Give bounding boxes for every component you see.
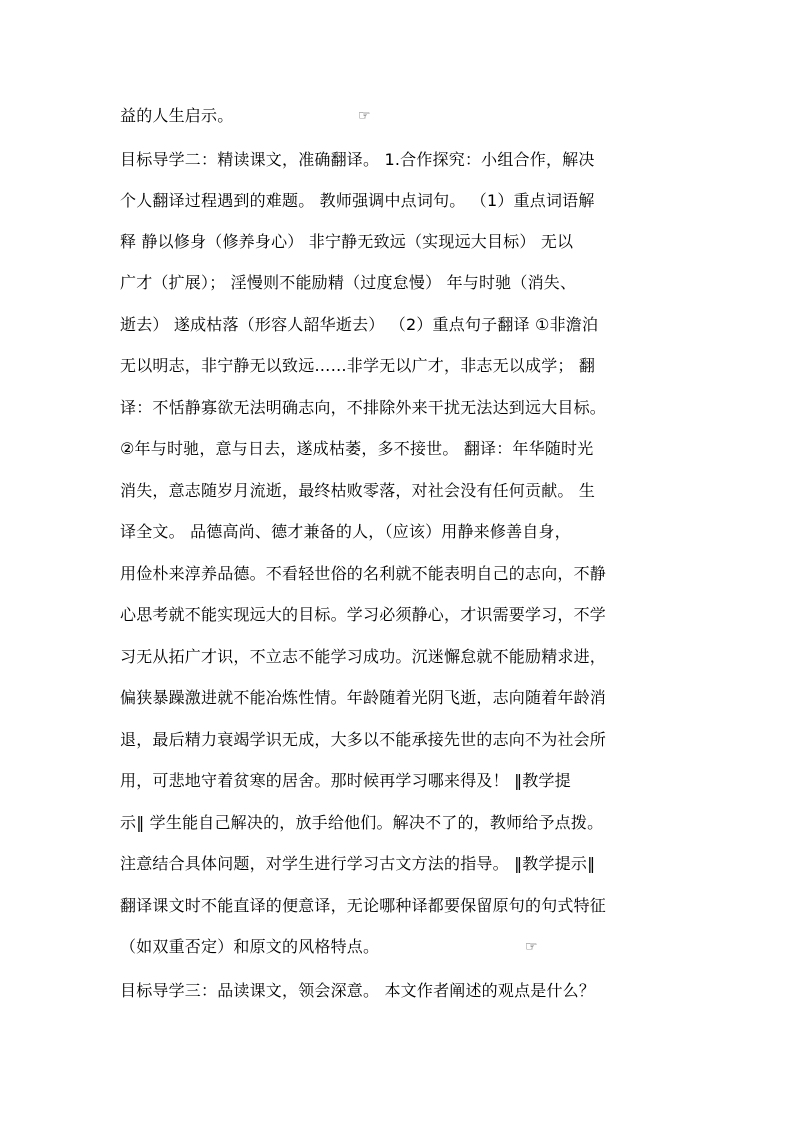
text-line: 目标导学二：精读课文，准确翻译。 1.合作探究：小组合作，解决: [120, 150, 595, 169]
text-line: 翻译课文时不能直译的便意译，无论哪种译都要保留原句的句式特征: [120, 896, 607, 915]
text-line: 个人翻译过程遇到的难题。 教师强调中点词句。 （1）重点词语解: [120, 191, 595, 210]
text-line: 益的人生启示。: [120, 106, 234, 125]
text-line: ②年与时驰，意与日去，遂成枯萎，多不接世。 翻译：年华随时光: [120, 439, 594, 458]
text-line: 译：不恬静寡欲无法明确志向，不排除外来干扰无法达到远大目标。: [120, 398, 607, 417]
text-line: 用，可悲地守着贫寒的居舍。那时候再学习哪来得及！ ‖教学提: [120, 771, 571, 790]
text-line: 译全文。 品德高尚、德才兼备的人，（应该）用静来修善自身，: [120, 522, 571, 541]
text-line: 目标导学三：品读课文，领会深意。 本文作者阐述的观点是什么？: [120, 981, 596, 1000]
text-line: 消失，意志随岁月流逝，最终枯败零落，对社会没有任何贡献。 生: [120, 481, 596, 500]
pointing-hand-icon: ☞: [525, 939, 538, 955]
text-line: 逝去） 遂成枯落（形容人韶华逝去） （2）重点句子翻译 ①非澹泊: [120, 315, 599, 334]
text-line: 无以明志，非宁静无以致远……非学无以广才，非志无以成学； 翻: [120, 356, 596, 375]
text-line: 用俭朴来淳养品德。不看轻世俗的名利就不能表明自己的志向，不静: [120, 564, 607, 583]
text-line: 注意结合具体问题，对学生进行学习古文方法的指导。 ‖教学提示‖: [120, 854, 596, 873]
document-body: [120, 0, 700, 1123]
text-line: 偏狭暴躁激进就不能冶炼性情。年龄随着光阴飞逝，志向随着年龄消: [120, 688, 607, 707]
text-line: 心思考就不能实现远大的目标。学习必须静心，才识需要学习，不学: [120, 605, 607, 624]
text-line: （如双重否定）和原文的风格特点。: [120, 937, 380, 956]
text-line: 习无从拓广才识，不立志不能学习成功。沉迷懈怠就不能励精求进，: [120, 647, 607, 666]
text-line: 示‖ 学生能自己解决的，放手给他们。解决不了的，教师给予点拨。: [120, 813, 604, 832]
text-line: 广才（扩展）； 淫慢则不能励精（过度怠慢） 年与时驰（消失、: [120, 273, 577, 292]
text-line: 退，最后精力衰竭学识无成，大多以不能承接先世的志向不为社会所: [120, 730, 607, 749]
pointing-hand-icon: ☞: [358, 108, 371, 124]
text-line: 释 静以修身（修养身心） 非宁静无致远（实现远大目标） 无以: [120, 232, 574, 251]
